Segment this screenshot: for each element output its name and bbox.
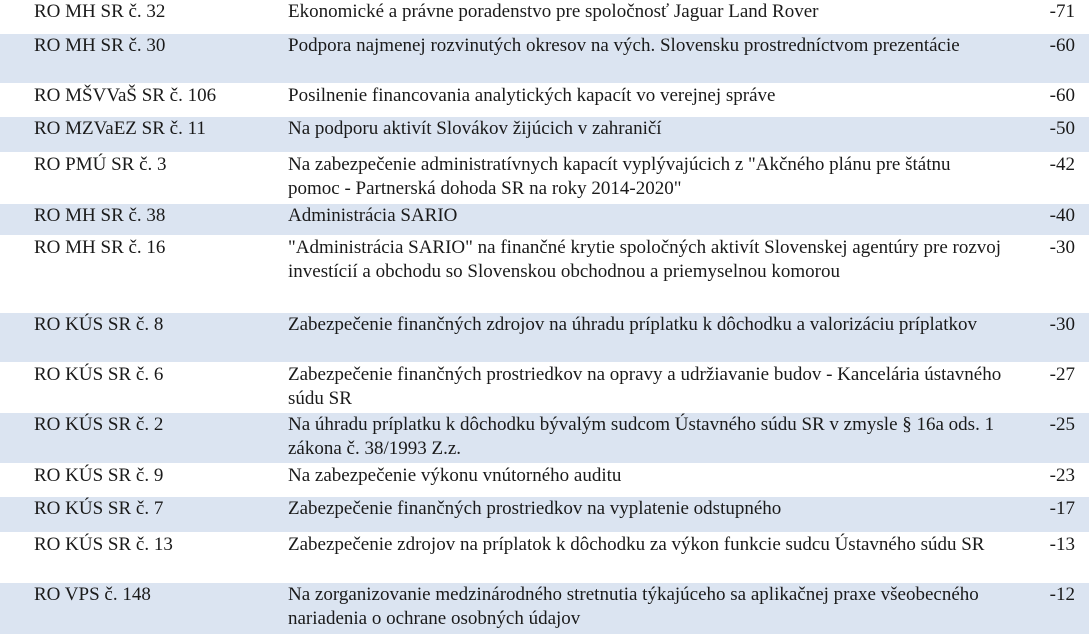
row-value: -60 (1004, 33, 1089, 83)
row-value: -25 (1004, 412, 1089, 463)
row-description: Podpora najmenej rozvinutých okresov na vých. Slovensku prostredníctvom prezentácie (282, 33, 1004, 83)
row-ref: RO MH SR č. 38 (0, 203, 282, 235)
table-row (0, 235, 1089, 312)
row-ref: RO MH SR č. 32 (0, 0, 282, 33)
row-value: -13 (1004, 532, 1089, 582)
row-value: -27 (1004, 362, 1089, 412)
table-row (0, 532, 1089, 582)
row-value: -17 (1004, 496, 1089, 532)
row-description: Zabezpečenie finančných prostriedkov na opravy a udržiavanie budov - Kancelária ústavného súdu SR (282, 362, 1004, 412)
row-description: Na zabezpečenie administratívnych kapacít vyplývajúcich z "Akčného plánu pre štátnu pomoc - Partnerská dohoda SR na roky 2014-2020" (282, 152, 1004, 203)
row-ref: RO VPS č. 148 (0, 582, 282, 634)
row-value: -23 (1004, 463, 1089, 496)
table-row (0, 0, 1089, 33)
table-row (0, 412, 1089, 463)
row-ref: RO MH SR č. 30 (0, 33, 282, 83)
row-value: -30 (1004, 235, 1089, 312)
row-value: -12 (1004, 582, 1089, 634)
table-row (0, 83, 1089, 116)
row-value: -42 (1004, 152, 1089, 203)
row-ref: RO KÚS SR č. 6 (0, 362, 282, 412)
table-row (0, 152, 1089, 203)
table-row (0, 362, 1089, 412)
row-ref: RO KÚS SR č. 13 (0, 532, 282, 582)
table-row (0, 496, 1089, 532)
row-description: Zabezpečenie finančných prostriedkov na vyplatenie odstupného (282, 496, 1004, 532)
row-description: Na podporu aktivít Slovákov žijúcich v zahraničí (282, 116, 1004, 152)
row-value: -71 (1004, 0, 1089, 33)
table-row (0, 116, 1089, 152)
table-row (0, 33, 1089, 83)
row-description: Na úhradu príplatku k dôchodku bývalým sudcom Ústavného súdu SR v zmysle § 16a ods. 1 zákona č. 38/1993 Z.z. (282, 412, 1004, 463)
row-ref: RO KÚS SR č. 8 (0, 312, 282, 362)
row-description: Administrácia SARIO (282, 203, 1004, 235)
row-value: -60 (1004, 83, 1089, 116)
row-ref: RO MH SR č. 16 (0, 235, 282, 312)
table-row (0, 463, 1089, 496)
row-description: Zabezpečenie finančných zdrojov na úhradu príplatku k dôchodku a valorizáciu príplatkov (282, 312, 1004, 362)
row-value: -30 (1004, 312, 1089, 362)
row-value: -40 (1004, 203, 1089, 235)
row-value: -50 (1004, 116, 1089, 152)
row-ref: RO PMÚ SR č. 3 (0, 152, 282, 203)
row-description: Zabezpečenie zdrojov na príplatok k dôchodku za výkon funkcie sudcu Ústavného súdu SR (282, 532, 1004, 582)
table-row (0, 312, 1089, 362)
row-ref: RO KÚS SR č. 2 (0, 412, 282, 463)
row-ref: RO MŠVVaŠ SR č. 106 (0, 83, 282, 116)
table-row (0, 582, 1089, 634)
row-description: Na zabezpečenie výkonu vnútorného auditu (282, 463, 1004, 496)
row-ref: RO MZVaEZ SR č. 11 (0, 116, 282, 152)
row-description: Ekonomické a právne poradenstvo pre spoločnosť Jaguar Land Rover (282, 0, 1004, 33)
row-ref: RO KÚS SR č. 9 (0, 463, 282, 496)
table-row (0, 203, 1089, 235)
row-description: "Administrácia SARIO" na finančné krytie spoločných aktivít Slovenskej agentúry pre rozvoj investícií a obchodu so Slovenskou obchodnou a priemyselnou komorou (282, 235, 1004, 312)
row-description: Posilnenie financovania analytických kapacít vo verejnej správe (282, 83, 1004, 116)
row-description: Na zorganizovanie medzinárodného stretnutia týkajúceho sa aplikačnej praxe všeobecného nariadenia o ochrane osobných údajov (282, 582, 1004, 634)
row-ref: RO KÚS SR č. 7 (0, 496, 282, 532)
